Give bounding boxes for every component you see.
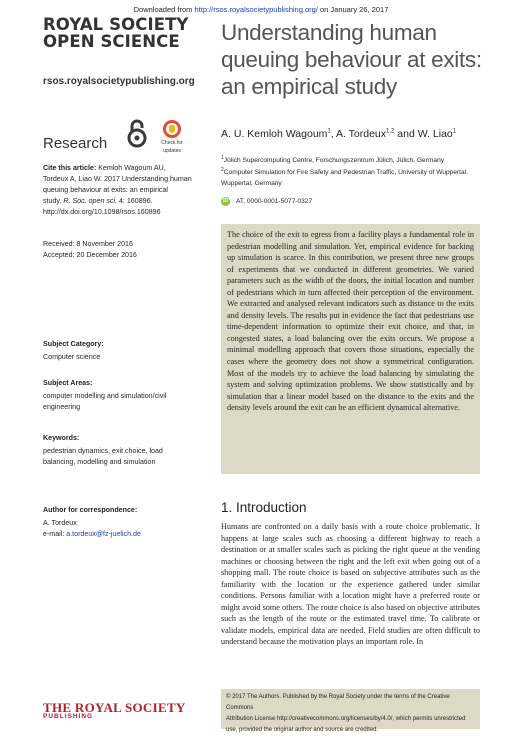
affiliation-2-line2: Wuppertal, Germany: [221, 180, 282, 188]
correspondence-block: [43, 505, 141, 540]
title-line1: Understanding human: [221, 20, 437, 45]
affiliation-1-num: 1: [221, 155, 224, 161]
title-line3: an empirical study: [221, 74, 397, 99]
license-line2: Attribution License http://creativecommons.org/licenses/by/4.0/, which permits unrestricted: [226, 716, 466, 722]
keywords-block: [43, 433, 195, 468]
title-line2: queuing behaviour at exits:: [221, 47, 482, 72]
keywords-line2: balancing, modelling and simulation: [43, 458, 156, 466]
royal-society-publishing-label: PUBLISHING: [43, 713, 94, 720]
author-1: A. U. Kemloh Wagoum: [221, 128, 328, 140]
accepted-date: Accepted: 20 December 2016: [43, 251, 137, 259]
abstract-box: The choice of the exit to egress from a facility plays a fundamental role in pedestrian modelling and simulation. Yet, empirical evidence for backing up simulation is scarce. In this contribution, we present three new groups of experiments that we conducted in different geometries. We varied parameters such as the width of the doors, the initial location and number of pedestrians which in turn affected their perception of the environment. We extracted and analysed relevant indicators such as distance to the exits and density levels. The results put in evidence the fact that pedestrians use time-dependent information to optimize their exit choice, and that, in congested states, a load balancing over the exits occurs. We propose a minimal modelling approach that covers those situations, especially the cases where the geometry does not show a symmetrical configuration. Most of the models try to achieve the load balancing by simulating the system and solving optimization problems. We show statistically and by simulation that a linear model based on the distance to the exits and the density levels around the exit can be an efficient dynamical alternative.: [221, 224, 480, 474]
introduction-text: Humans are confronted on a daily basis with a route choice problematic. It happens at large scales such as choosing a different highway to reach a destination or at smaller scales such as picking the right queue at the vending machines or choosing between the right and the left exit when going out of a shopping mall. The route choice is based on subjective attributes such as the familiarity with the location or the experience gathered under similar conditions. Persons familiar with a location might have a preferred route or might avoid some others. The route choice is also based on objective attributes such as the length of the route or the estimated travel time. To calibrate or validate models, empirical data are needed. Field studies are often difficult to understand because the motivation plays an important role. In: [221, 522, 480, 647]
download-suffix: on January 26, 2017: [317, 5, 389, 14]
check-updates-icon: [163, 120, 181, 138]
cite-label: Cite this article:: [43, 164, 97, 172]
orcid-line[interactable]: [221, 197, 312, 206]
cite-line4b: 4: 160896.: [117, 197, 153, 205]
download-notice: [0, 5, 522, 14]
check-updates-label-2: updates: [163, 148, 181, 154]
cite-line4a: study.: [43, 197, 64, 205]
affiliation-2: [221, 165, 481, 189]
article-type-label: Research: [43, 135, 108, 152]
subject-category-heading: Subject Category:: [43, 340, 104, 348]
royal-society-logo[interactable]: THE ROYAL SOCIETY: [43, 700, 186, 715]
download-link[interactable]: http://rsos.royalsocietypublishing.org/: [194, 5, 318, 14]
author-3-affil: 1: [452, 128, 457, 135]
correspondence-name: A. Tordeux: [43, 519, 77, 527]
open-access-icon: [126, 119, 148, 149]
journal-logo-line1: ROYAL SOCIETY: [43, 15, 189, 34]
cite-line2: Tordeux A, Liao W. 2017 Understanding human: [43, 175, 192, 183]
correspondence-heading: Author for correspondence:: [43, 506, 138, 514]
citation-block: [43, 163, 195, 218]
dates-block: [43, 239, 137, 261]
subject-areas-line1: computer modelling and simulation/civil: [43, 392, 167, 400]
cite-journal: R. Soc. open sci.: [63, 197, 117, 205]
affiliation-2-num: 2: [221, 167, 224, 173]
license-line3: use, provided the original author and source are credited.: [226, 727, 379, 733]
article-title: [221, 19, 482, 100]
author-list: A. U. Kemloh Wagoum$^1$, A. Tordeux$^{1,2}$ and W. Liao$^1$: [221, 128, 457, 140]
subject-areas-line2: engineering: [43, 403, 81, 411]
keywords-line1: pedestrian dynamics, exit choice, load: [43, 447, 163, 455]
affiliation-2-line1: Computer Simulation for Fire Safety and Pedestrian Traffic, University of Wuppertal,: [223, 169, 468, 177]
check-for-updates-badge[interactable]: [158, 120, 186, 154]
author-3: W. Liao: [417, 128, 453, 140]
introduction-heading: 1. Introduction: [221, 500, 307, 515]
license-box: [221, 689, 480, 733]
email-link[interactable]: a.tordeux@fz-juelich.de: [66, 530, 141, 538]
journal-logo-line2: OPEN SCIENCE: [43, 32, 180, 51]
keywords-heading: Keywords:: [43, 434, 80, 442]
subject-category-block: [43, 339, 104, 363]
journal-logo[interactable]: [43, 16, 188, 50]
subject-areas-heading: Subject Areas:: [43, 379, 93, 387]
authors-and: and: [394, 128, 418, 140]
affiliation-1-text: Jülich Supercomputing Centre, Forschungszentrum Jülich, Jülich, Germany: [223, 157, 445, 165]
author-2: A. Tordeux: [336, 128, 387, 140]
cite-line3: queuing behaviour at exits: an empirical: [43, 186, 169, 194]
download-prefix: Downloaded from: [133, 5, 195, 14]
orcid-text: AT, 0000-0001-5077-0327: [236, 198, 313, 205]
journal-site-link[interactable]: rsos.royalsocietypublishing.org: [43, 76, 195, 87]
subject-areas-block: [43, 378, 203, 413]
subject-category-value: Computer science: [43, 353, 101, 361]
received-date: Received: 8 November 2016: [43, 240, 133, 248]
cite-line1: Kemloh Wagoum AU,: [96, 164, 166, 172]
check-updates-label-1: Check for: [161, 140, 183, 146]
cite-doi-link[interactable]: http://dx.doi.org/10.1098/rsos.160896: [43, 208, 161, 216]
author-2-affil: 1,2: [386, 128, 395, 135]
license-line1: © 2017 The Authors. Published by the Royal Society under the terms of the Creative Commons: [226, 694, 450, 711]
author-1-affil: 1: [327, 128, 331, 135]
orcid-icon: iD: [223, 198, 228, 204]
email-label: e-mail:: [43, 530, 67, 538]
